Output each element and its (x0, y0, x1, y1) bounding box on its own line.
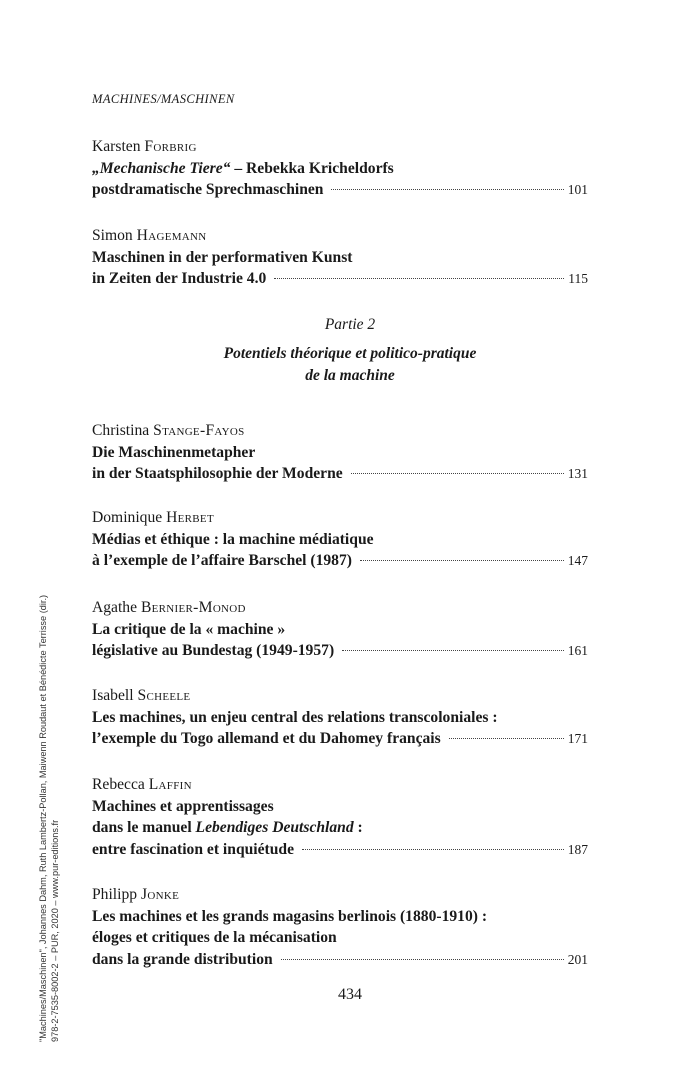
toc-entry (92, 597, 588, 662)
entry-author: Rebecca Laffin (92, 776, 192, 793)
toc-entry (92, 136, 588, 201)
entry-title-line: éloges et critiques de la mécanisation (92, 929, 337, 946)
entry-title-last-line: entre fascination et inquiétude 187 (92, 839, 588, 861)
running-head: MACHINES/MASCHINEN (92, 92, 235, 106)
dot-leader (360, 560, 564, 561)
part-title: Potentiels théorique et politico-pratique de la machine (223, 345, 477, 384)
side-citation-line: 978-2-7535-8002-2 – PUR, 2020 – www.pur-editions.fr (50, 819, 60, 1042)
toc-entry (92, 420, 588, 485)
entry-title-line: dans le manuel Lebendiges Deutschland : (92, 819, 363, 836)
entry-author: Karsten Forbrig (92, 138, 197, 155)
entry-author: Christina Stange-Fayos (92, 422, 245, 439)
entry-author: Dominique Herbet (92, 509, 214, 526)
page-number: 101 (567, 182, 588, 197)
entry-author: Simon Hagemann (92, 227, 207, 244)
entry-title-last-line: dans la grande distribution 201 (92, 949, 588, 971)
entry-title-last-line: l’exemple du Togo allemand et du Dahomey français 171 (92, 728, 588, 750)
page-number: 171 (567, 731, 588, 746)
entry-author: Isabell Scheele (92, 687, 191, 704)
page-number: 161 (567, 643, 588, 658)
entry-title-last-line: à l’exemple de l’affaire Barschel (1987) 147 (92, 550, 588, 572)
entry-title-line: Die Maschinenmetapher (92, 443, 256, 461)
entry-title-line: La critique de la « machine » (92, 620, 286, 638)
side-citation-line: "Machines/Maschinen", Johannes Dahm, Ruth Lambertz-Pollan, Maiwenn Roudaut et Bénédicte Terrisse (dir.) (38, 594, 48, 1042)
entry-title-last-line: in Zeiten der Industrie 4.0 115 (92, 268, 588, 290)
page-number: 115 (568, 271, 588, 286)
entry-title-line: „Mechanische Tiere“ – Rebekka Kricheldorfs (92, 159, 394, 177)
toc-entry (92, 225, 588, 290)
toc-entry (92, 774, 588, 860)
toc-entry (92, 884, 588, 970)
entry-title-line: Machines et apprentissages (92, 797, 274, 815)
page-number: 131 (567, 466, 588, 481)
dot-leader (351, 473, 564, 474)
toc-entry (92, 685, 588, 750)
side-citation (37, 595, 61, 1042)
part-label: Partie 2 (324, 316, 376, 333)
entry-title-last-line: in der Staatsphilosophie der Moderne 131 (92, 463, 588, 485)
entry-title-last-line: législative au Bundestag (1949-1957) 161 (92, 640, 588, 662)
dot-leader (331, 189, 563, 190)
dot-leader (281, 959, 564, 960)
page-number: 201 (567, 951, 588, 967)
dot-leader (342, 650, 564, 651)
dot-leader (274, 278, 564, 279)
page-number: 147 (567, 553, 588, 568)
toc-entry (92, 507, 588, 572)
page-folio: 434 (338, 986, 362, 1003)
entry-title-line: Les machines, un enjeu central des relations transcoloniales : (92, 708, 498, 726)
entry-author: Philipp Jonke (92, 886, 180, 903)
entry-author: Agathe Bernier-Monod (92, 599, 246, 616)
page-number: 187 (567, 841, 588, 857)
entry-title-last-line: postdramatische Sprechmaschinen 101 (92, 179, 588, 201)
dot-leader (302, 849, 564, 850)
dot-leader (449, 738, 564, 739)
entry-title-line: Médias et éthique : la machine médiatique (92, 530, 374, 548)
entry-title-line: Maschinen in der performativen Kunst (92, 248, 353, 266)
entry-title-line: Les machines et les grands magasins berlinois (1880-1910) : (92, 907, 488, 925)
